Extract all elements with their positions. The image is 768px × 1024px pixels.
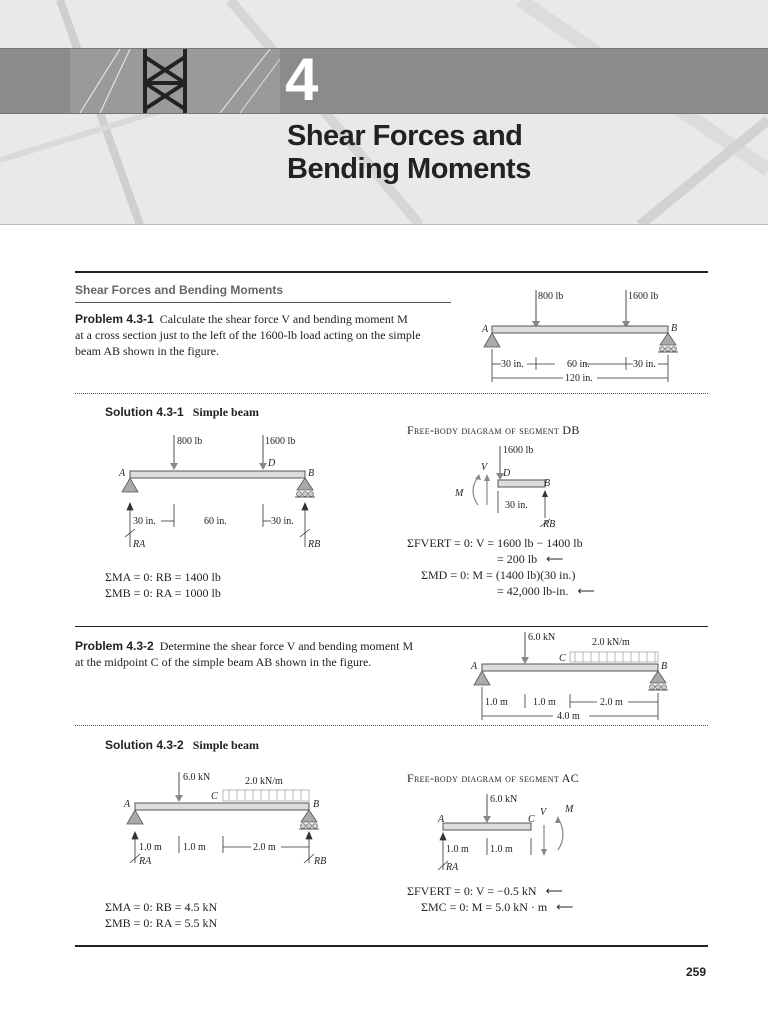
fbd1-label-b: B xyxy=(544,478,551,489)
arrow-icon: ⟵ xyxy=(571,584,595,598)
fbd1-label-d: D xyxy=(503,468,511,479)
s2-label-a: A xyxy=(124,799,131,810)
solution-label: Solution 4.3-1 xyxy=(105,405,184,419)
p2-label-c: C xyxy=(559,653,566,664)
s2-load-2knm: 2.0 kN/m xyxy=(245,776,283,787)
figure-solution-4-3-1 xyxy=(115,432,335,552)
sol1-dim-30-left: 30 in. xyxy=(133,516,156,527)
fvert-equation: ΣFVERT = 0: V = 1600 lb − 1400 lb xyxy=(407,536,583,550)
sum-ma-equation: ΣMA = 0: RB = 1400 lb xyxy=(105,570,221,584)
figure-fbd-ac xyxy=(430,790,590,885)
p2-label-b: B xyxy=(661,661,668,672)
fbd1-dim-30: 30 in. xyxy=(505,500,528,511)
load-label-800: 800 lb xyxy=(538,291,564,302)
problem-text-line2: at a cross section just to the left of the 1600-lb load acting on the simple xyxy=(75,328,421,342)
sum-mb-equation: ΣMB = 0: RA = 1000 lb xyxy=(105,586,221,600)
label-b: B xyxy=(671,323,678,334)
fbd2-load-6kn: 6.0 kN xyxy=(490,794,518,805)
sol1-rb: RB xyxy=(308,539,321,550)
sol1-label-a: A xyxy=(119,468,126,479)
solution-4-3-1-heading xyxy=(105,405,259,420)
problem2-label: Problem 4.3-2 xyxy=(75,639,154,653)
sol1-load-1600: 1600 lb xyxy=(265,436,296,447)
chapter-title xyxy=(287,120,531,186)
figure-fbd-db xyxy=(450,443,590,538)
load-label-1600: 1600 lb xyxy=(628,291,659,302)
solution-title: Simple beam xyxy=(192,405,260,419)
sol1-load-800: 800 lb xyxy=(177,436,203,447)
problem-4-3-2 xyxy=(75,638,455,670)
divider-2 xyxy=(75,725,708,726)
divider-1 xyxy=(75,393,708,394)
p2-dim-1m-b: 1.0 m xyxy=(533,697,556,708)
solution2-title: Simple beam xyxy=(192,738,260,752)
arrow-icon: ⟵ xyxy=(550,900,574,914)
fbd2-title: Free-body diagram of segment AC xyxy=(407,771,579,785)
problem-text-line3: beam AB shown in the figure. xyxy=(75,344,219,358)
tower-image xyxy=(70,49,280,113)
fbd1-label-v: V xyxy=(481,462,488,473)
arrow-icon: ⟵ xyxy=(540,552,564,566)
section-rule xyxy=(75,302,451,303)
problem-label: Problem 4.3-1 xyxy=(75,312,154,326)
solution2-reactions xyxy=(105,899,217,931)
sol1-label-d: D xyxy=(268,458,276,469)
problem-4-3-1 xyxy=(75,311,455,359)
p2-dim-2m: 2.0 m xyxy=(600,697,623,708)
arrow-icon: ⟵ xyxy=(539,884,563,898)
p2-dim-1m-a: 1.0 m xyxy=(485,697,508,708)
s2-dim-1m-a: 1.0 m xyxy=(139,842,162,853)
s2-label-b: B xyxy=(313,799,320,810)
s2-rb: RB xyxy=(314,856,327,867)
s2-dim-1m-b: 1.0 m xyxy=(183,842,206,853)
p2-load-6kn: 6.0 kN xyxy=(528,632,556,643)
fbd1-label-m: M xyxy=(455,488,464,499)
fbd1-equations xyxy=(407,535,595,599)
p2-label-a: A xyxy=(471,661,478,672)
chapter-banner xyxy=(0,0,768,225)
fbd2-dim-1m-a: 1.0 m xyxy=(446,844,469,855)
s2-sum-ma: ΣMA = 0: RB = 4.5 kN xyxy=(105,900,218,914)
s2-sum-mb: ΣMB = 0: RA = 5.5 kN xyxy=(105,916,218,930)
sol1-label-b: B xyxy=(308,468,315,479)
fbd2-label-v: V xyxy=(540,807,547,818)
m-result: = 42,000 lb-in. xyxy=(497,584,569,598)
fbd2-label-m: M xyxy=(565,804,574,815)
problem2-text-line1: Determine the shear force V and bending moment M xyxy=(159,639,414,653)
sol1-dim-60: 60 in. xyxy=(204,516,227,527)
s2-mc: ΣMC = 0: M = 5.0 kN · m xyxy=(421,900,548,914)
solution2-label: Solution 4.3-2 xyxy=(105,738,184,752)
problem-text-line1: Calculate the shear force V and bending moment M xyxy=(159,312,408,326)
label-a: A xyxy=(482,324,489,335)
chapter-title-line2: Bending Moments xyxy=(287,153,531,185)
fbd2-dim-1m-b: 1.0 m xyxy=(490,844,513,855)
figure-solution-4-3-2 xyxy=(117,768,347,868)
sol1-dim-30-right: 30 in. xyxy=(271,516,294,527)
dim-30-right: 30 in. xyxy=(633,359,656,370)
s2-dim-2m: 2.0 m xyxy=(253,842,276,853)
p2-load-2knm: 2.0 kN/m xyxy=(592,637,630,648)
s2-ra: RA xyxy=(139,856,152,867)
solution-4-3-2-heading xyxy=(105,738,259,753)
chapter-band xyxy=(0,48,768,114)
fbd2-ra: RA xyxy=(446,862,459,873)
s2-load-6kn: 6.0 kN xyxy=(183,772,211,783)
solution1-reactions xyxy=(105,569,221,601)
v-result: = 200 lb xyxy=(497,552,538,566)
p2-dim-4m: 4.0 m xyxy=(557,711,580,722)
fbd1-rb: RB xyxy=(543,519,556,530)
fbd2-label-a: A xyxy=(438,814,445,825)
bottom-rule xyxy=(75,945,708,947)
figure-problem-4-3-2 xyxy=(465,630,695,725)
fbd2-label-c: C xyxy=(528,814,535,825)
figure-problem-4-3-1 xyxy=(475,285,695,385)
sol1-ra: RA xyxy=(133,539,146,550)
mid-rule xyxy=(75,626,708,627)
fbd1-title: Free-body diagram of segment DB xyxy=(407,423,580,437)
page-number: 259 xyxy=(686,965,707,979)
md-equation: ΣMD = 0: M = (1400 lb)(30 in.) xyxy=(421,568,576,582)
s2-fvert: ΣFVERT = 0: V = −0.5 kN xyxy=(407,884,537,898)
dim-60: 60 in. xyxy=(567,359,590,370)
fbd2-equations xyxy=(407,883,573,915)
chapter-title-line1: Shear Forces and xyxy=(287,120,523,152)
chapter-number: 4 xyxy=(285,46,319,113)
banner-rule xyxy=(0,224,768,225)
dim-120: 120 in. xyxy=(565,373,593,384)
problem2-text-line2: at the midpoint C of the simple beam AB shown in the figure. xyxy=(75,655,372,669)
fbd1-load-1600: 1600 lb xyxy=(503,445,534,456)
dim-30-left: 30 in. xyxy=(501,359,524,370)
s2-label-c: C xyxy=(211,791,218,802)
top-rule xyxy=(75,271,708,273)
section-header: Shear Forces and Bending Moments xyxy=(75,283,284,297)
